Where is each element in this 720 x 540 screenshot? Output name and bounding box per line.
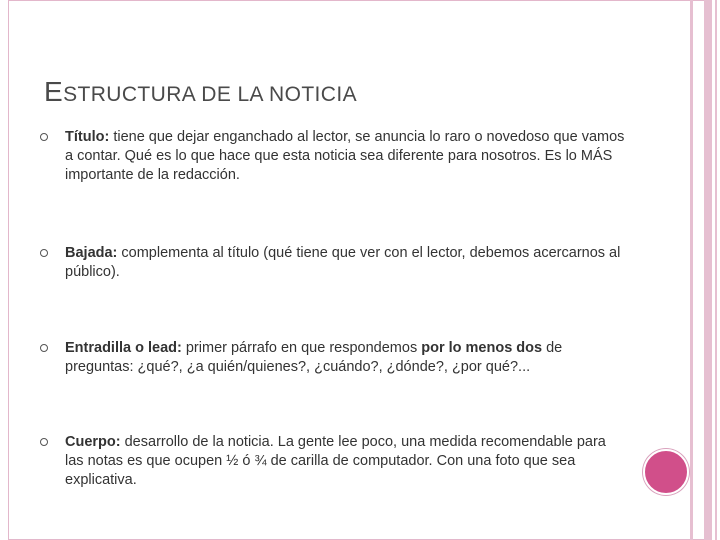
side-line	[704, 0, 712, 540]
list-item-text	[65, 339, 625, 377]
title-rest: STRUCTURA DE LA NOTICIA	[63, 83, 357, 106]
item-label: Cuerpo:	[65, 434, 121, 450]
item-emphasis: por lo menos dos	[421, 340, 543, 356]
side-line	[690, 0, 693, 540]
item-label: Bajada:	[65, 245, 118, 261]
item-body: de preguntas: ¿qué?, ¿a quién/quienes?, ¿cuándo?, ¿dónde?, ¿por qué?...	[65, 340, 563, 375]
title-initial: E	[44, 76, 64, 107]
decorative-circle	[643, 449, 689, 495]
item-body: tiene que dejar enganchado al lector, se anuncia lo raro o novedoso que vamos a contar. Qué es lo que hace que esta noticia sea diferente para nosotros. Es lo MÁS importante de la redacción.	[65, 129, 625, 183]
circle-bullet-icon	[40, 249, 48, 257]
circle-bullet-icon	[40, 344, 48, 352]
item-label: Título:	[65, 129, 110, 145]
list-item-text	[65, 433, 625, 490]
list-item-text	[65, 128, 625, 185]
side-line	[715, 0, 717, 540]
circle-bullet-icon	[40, 438, 48, 446]
item-label: Entradilla o lead:	[65, 340, 182, 356]
slide-title	[44, 76, 357, 108]
circle-bullet-icon	[40, 133, 48, 141]
item-body: complementa al título (qué tiene que ver con el lector, debemos acercarnos al público).	[65, 245, 621, 280]
item-body: primer párrafo en que respondemos	[181, 340, 422, 356]
item-body: desarrollo de la noticia. La gente lee poco, una medida recomendable para las notas es que ocupen ½ ó ¾ de carilla de computador. Con una foto que sea explicativa.	[65, 434, 606, 488]
list-item-text	[65, 244, 625, 282]
